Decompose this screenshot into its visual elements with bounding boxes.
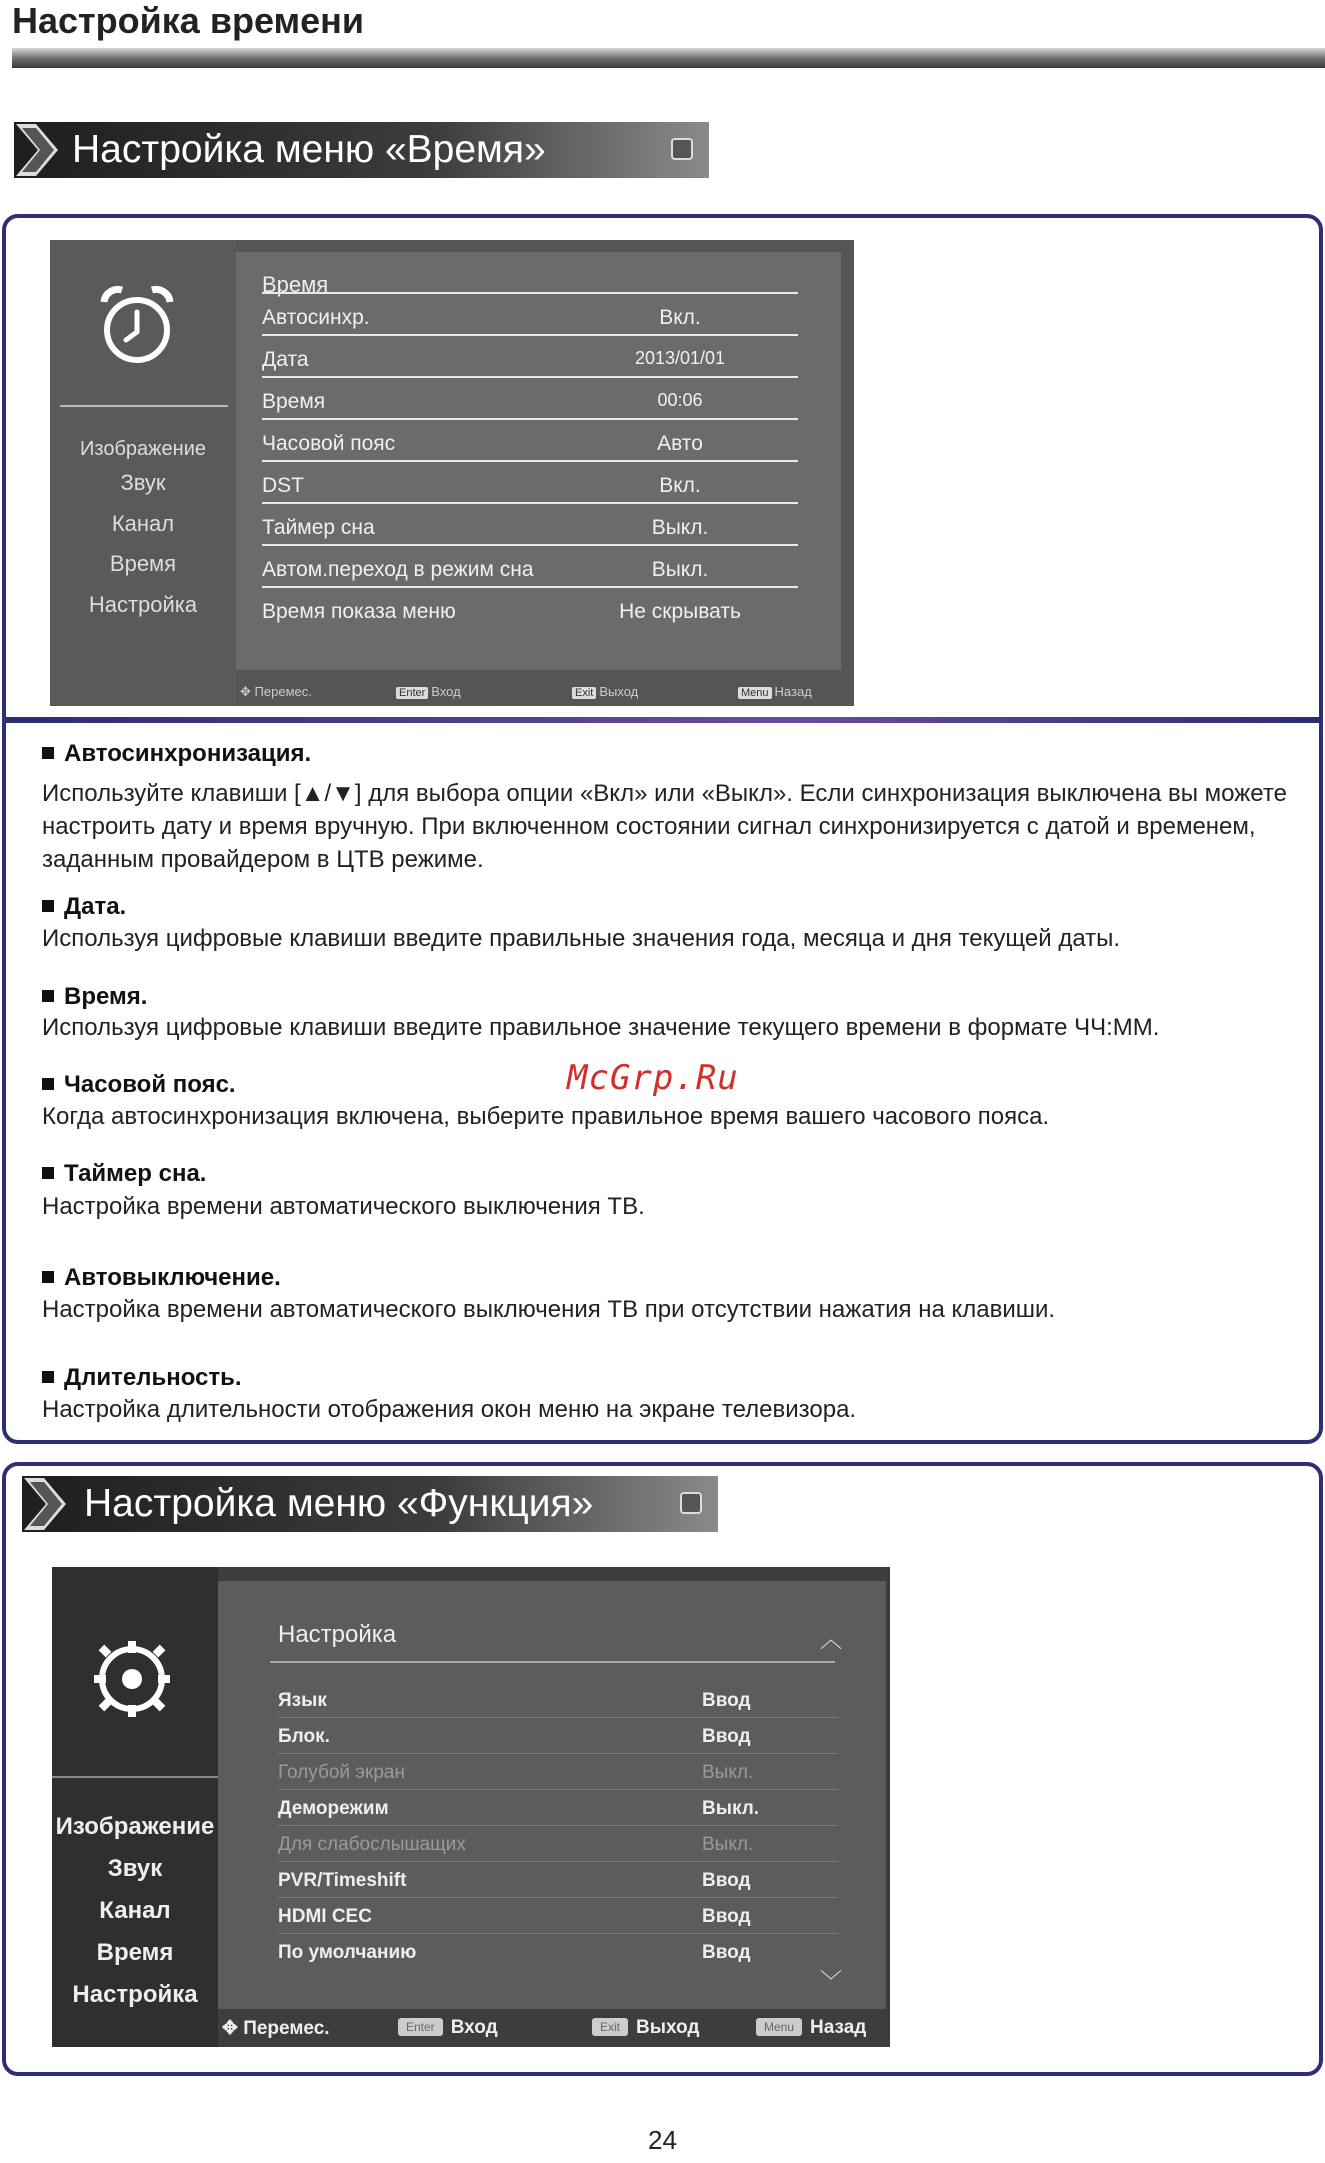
menu-row-lock[interactable] xyxy=(278,1718,838,1754)
row-label: Таймер сна xyxy=(262,516,375,539)
footer-exit xyxy=(572,684,638,699)
scroll-up-icon[interactable]: ︿ xyxy=(820,1627,843,1652)
chevron-right-icon xyxy=(14,122,64,178)
desc-text: Настройка времени автоматического выключения ТВ при отсутствии нажатия на клавиши. xyxy=(42,1296,1056,1323)
row-value: Ввод xyxy=(702,1942,751,1963)
footer-move-label: Перемес. xyxy=(243,2018,330,2039)
nav-item-picture[interactable]: Изображение xyxy=(55,1813,215,1840)
menu-key: Menu xyxy=(738,687,772,699)
move-arrows-icon: ✥ xyxy=(240,684,251,699)
title-rule xyxy=(12,48,1325,68)
menu-row-default[interactable] xyxy=(278,1934,838,1970)
scroll-down-icon[interactable]: ﹀ xyxy=(820,1969,843,1994)
row-value: Ввод xyxy=(702,1726,751,1747)
section-banner-time xyxy=(14,122,709,178)
accent-divider xyxy=(6,717,1322,723)
row-value: Вкл. xyxy=(659,474,701,497)
row-label: Язык xyxy=(278,1690,327,1711)
menu-row-auto-sleep[interactable] xyxy=(262,544,798,586)
desc-heading: Дата. xyxy=(42,893,126,921)
page-title: Настройка времени xyxy=(12,0,365,41)
nav-item-channel[interactable]: Канал xyxy=(99,1897,171,1924)
row-label: HDMI CEC xyxy=(278,1906,372,1927)
row-label: DST xyxy=(262,474,304,497)
row-label: PVR/Timeshift xyxy=(278,1870,407,1891)
nav-item-time[interactable]: Время xyxy=(109,551,177,576)
menu-row-hearing-impaired xyxy=(278,1826,838,1862)
alarm-clock-icon xyxy=(92,280,182,370)
menu-row-autosync[interactable] xyxy=(262,292,798,334)
footer-menu-label: Назад xyxy=(810,2017,867,2038)
row-label: Блок. xyxy=(278,1726,330,1747)
exit-key: Exit xyxy=(572,687,596,699)
time-menu-panel xyxy=(236,252,841,670)
desc-text: Когда автосинхронизация включена, выберите правильное время вашего часового пояса. xyxy=(42,1103,1050,1130)
desc-text: Используя цифровые клавиши введите правильное значение текущего времени в формате ЧЧ:ММ. xyxy=(42,1014,1160,1041)
row-value: Выкл. xyxy=(651,516,709,539)
nav-item-sound[interactable]: Звук xyxy=(107,1855,163,1882)
bullet-icon xyxy=(42,747,54,759)
sidebar-divider xyxy=(60,405,228,407)
footer-enter xyxy=(396,684,461,699)
menu-row-timezone[interactable] xyxy=(262,418,798,460)
footer-menu xyxy=(756,2017,866,2039)
row-value: Выкл. xyxy=(702,1798,760,1819)
sidebar-divider xyxy=(52,1776,218,1778)
section-banner-function xyxy=(22,1476,718,1532)
row-label: Часовой пояс xyxy=(262,432,396,455)
footer-menu-label: Назад xyxy=(774,684,812,699)
bullet-icon xyxy=(42,1167,54,1179)
menu-header: Настройка xyxy=(278,1621,397,1648)
menu-row-language[interactable] xyxy=(278,1682,838,1718)
chevron-right-icon xyxy=(22,1476,72,1532)
row-value: Вкл. xyxy=(659,306,701,329)
row-label: Автом.переход в режим сна xyxy=(262,558,534,581)
desc-heading: Автовыключение. xyxy=(42,1264,281,1292)
menu-sidebar xyxy=(50,240,236,706)
watermark: McGrp.Ru xyxy=(567,1058,739,1098)
square-icon xyxy=(680,1492,702,1514)
menu-key: Menu xyxy=(756,2018,802,2036)
desc-heading: Таймер сна. xyxy=(42,1160,206,1188)
banner-title: Настройка меню «Время» xyxy=(72,128,546,171)
nav-item-time[interactable]: Время xyxy=(96,1939,174,1966)
page-number: 24 xyxy=(648,2125,677,2155)
desc-heading: Длительность. xyxy=(42,1364,242,1392)
row-value: Выкл. xyxy=(702,1834,754,1855)
row-value: 00:06 xyxy=(657,390,703,410)
banner-title: Настройка меню «Функция» xyxy=(84,1482,594,1525)
footer-enter-label: Вход xyxy=(450,2017,498,2038)
bullet-icon xyxy=(42,1078,54,1090)
row-label: Автосинхр. xyxy=(262,306,370,329)
nav-item-settings[interactable]: Настройка xyxy=(72,1981,198,2008)
menu-row-dst[interactable] xyxy=(262,460,798,502)
header-divider xyxy=(270,1661,835,1663)
menu-row-sleep-timer[interactable] xyxy=(262,502,798,544)
row-value: Ввод xyxy=(702,1690,751,1711)
footer-exit xyxy=(592,2017,699,2039)
desc-text: Настройка длительности отображения окон меню на экране телевизора. xyxy=(42,1396,857,1423)
row-value: Ввод xyxy=(702,1870,751,1891)
row-value: Не скрывать xyxy=(619,600,741,623)
menu-row-blue-screen xyxy=(278,1754,838,1790)
row-value: Ввод xyxy=(702,1906,751,1927)
row-label: Время xyxy=(262,390,326,413)
footer-move-label: Перемес. xyxy=(254,684,312,699)
row-label: Деморежим xyxy=(278,1798,389,1819)
nav-item-sound[interactable]: Звук xyxy=(120,470,166,495)
footer-move xyxy=(240,684,312,700)
desc-heading: Часовой пояс. xyxy=(42,1071,236,1099)
nav-item-channel[interactable]: Канал xyxy=(111,511,175,536)
time-menu-screenshot xyxy=(50,240,854,706)
row-label: Время показа меню xyxy=(262,600,456,623)
desc-heading: Автосинхронизация. xyxy=(42,740,311,768)
bullet-icon xyxy=(42,990,54,1002)
enter-key: Enter xyxy=(396,687,428,699)
row-value: 2013/01/01 xyxy=(634,348,726,368)
menu-row-date[interactable] xyxy=(262,334,798,376)
row-value: Выкл. xyxy=(702,1762,754,1783)
footer-menu xyxy=(738,684,812,699)
desc-heading: Время. xyxy=(42,983,147,1011)
desc-text: Настройка времени автоматического выключения ТВ. xyxy=(42,1193,645,1220)
row-label: Для слабослышащих xyxy=(278,1834,466,1855)
bullet-icon xyxy=(42,1271,54,1283)
footer-enter-label: Вход xyxy=(431,684,461,699)
row-label: Дата xyxy=(262,348,309,371)
move-arrows-icon: ✥ xyxy=(222,2018,238,2039)
row-label: Голубой экран xyxy=(278,1762,405,1783)
row-label: По умолчанию xyxy=(278,1942,417,1963)
menu-row-demo-mode[interactable] xyxy=(278,1790,838,1826)
menu-row-osd-duration[interactable] xyxy=(262,586,798,628)
nav-item-picture[interactable]: Изображение xyxy=(80,438,206,460)
footer-move xyxy=(222,2017,330,2040)
nav-item-settings[interactable]: Настройка xyxy=(88,592,198,617)
menu-row-pvr-timeshift[interactable] xyxy=(278,1862,838,1898)
menu-row-time[interactable] xyxy=(262,376,798,418)
desc-text: Используя цифровые клавиши введите правильные значения года, месяца и дня текущей даты. xyxy=(42,925,1121,952)
exit-key: Exit xyxy=(592,2018,628,2036)
desc-text: Используйте клавиши [▲/▼] для выбора опции «Вкл» или «Выкл». Если синхронизация выключена вы можете настроить дату и время вручную. При включенном состоянии сигнал синхронизируется с датой и временем, заданным провайдером в ЦТВ режиме. xyxy=(42,780,1287,873)
menu-header: Время xyxy=(262,272,329,297)
gear-icon xyxy=(90,1637,174,1721)
bullet-icon xyxy=(42,900,54,912)
function-menu-screenshot xyxy=(52,1567,890,2047)
bullet-icon xyxy=(42,1371,54,1383)
enter-key: Enter xyxy=(398,2018,443,2036)
menu-sidebar xyxy=(52,1567,218,2047)
row-value: Авто xyxy=(657,432,703,455)
row-value: Выкл. xyxy=(651,558,709,581)
function-menu-panel xyxy=(218,1581,886,2009)
menu-row-hdmi-cec[interactable] xyxy=(278,1898,838,1934)
footer-exit-label: Выход xyxy=(599,684,639,699)
square-icon xyxy=(671,138,693,160)
footer-enter xyxy=(398,2017,498,2039)
footer-exit-label: Выход xyxy=(636,2017,700,2038)
